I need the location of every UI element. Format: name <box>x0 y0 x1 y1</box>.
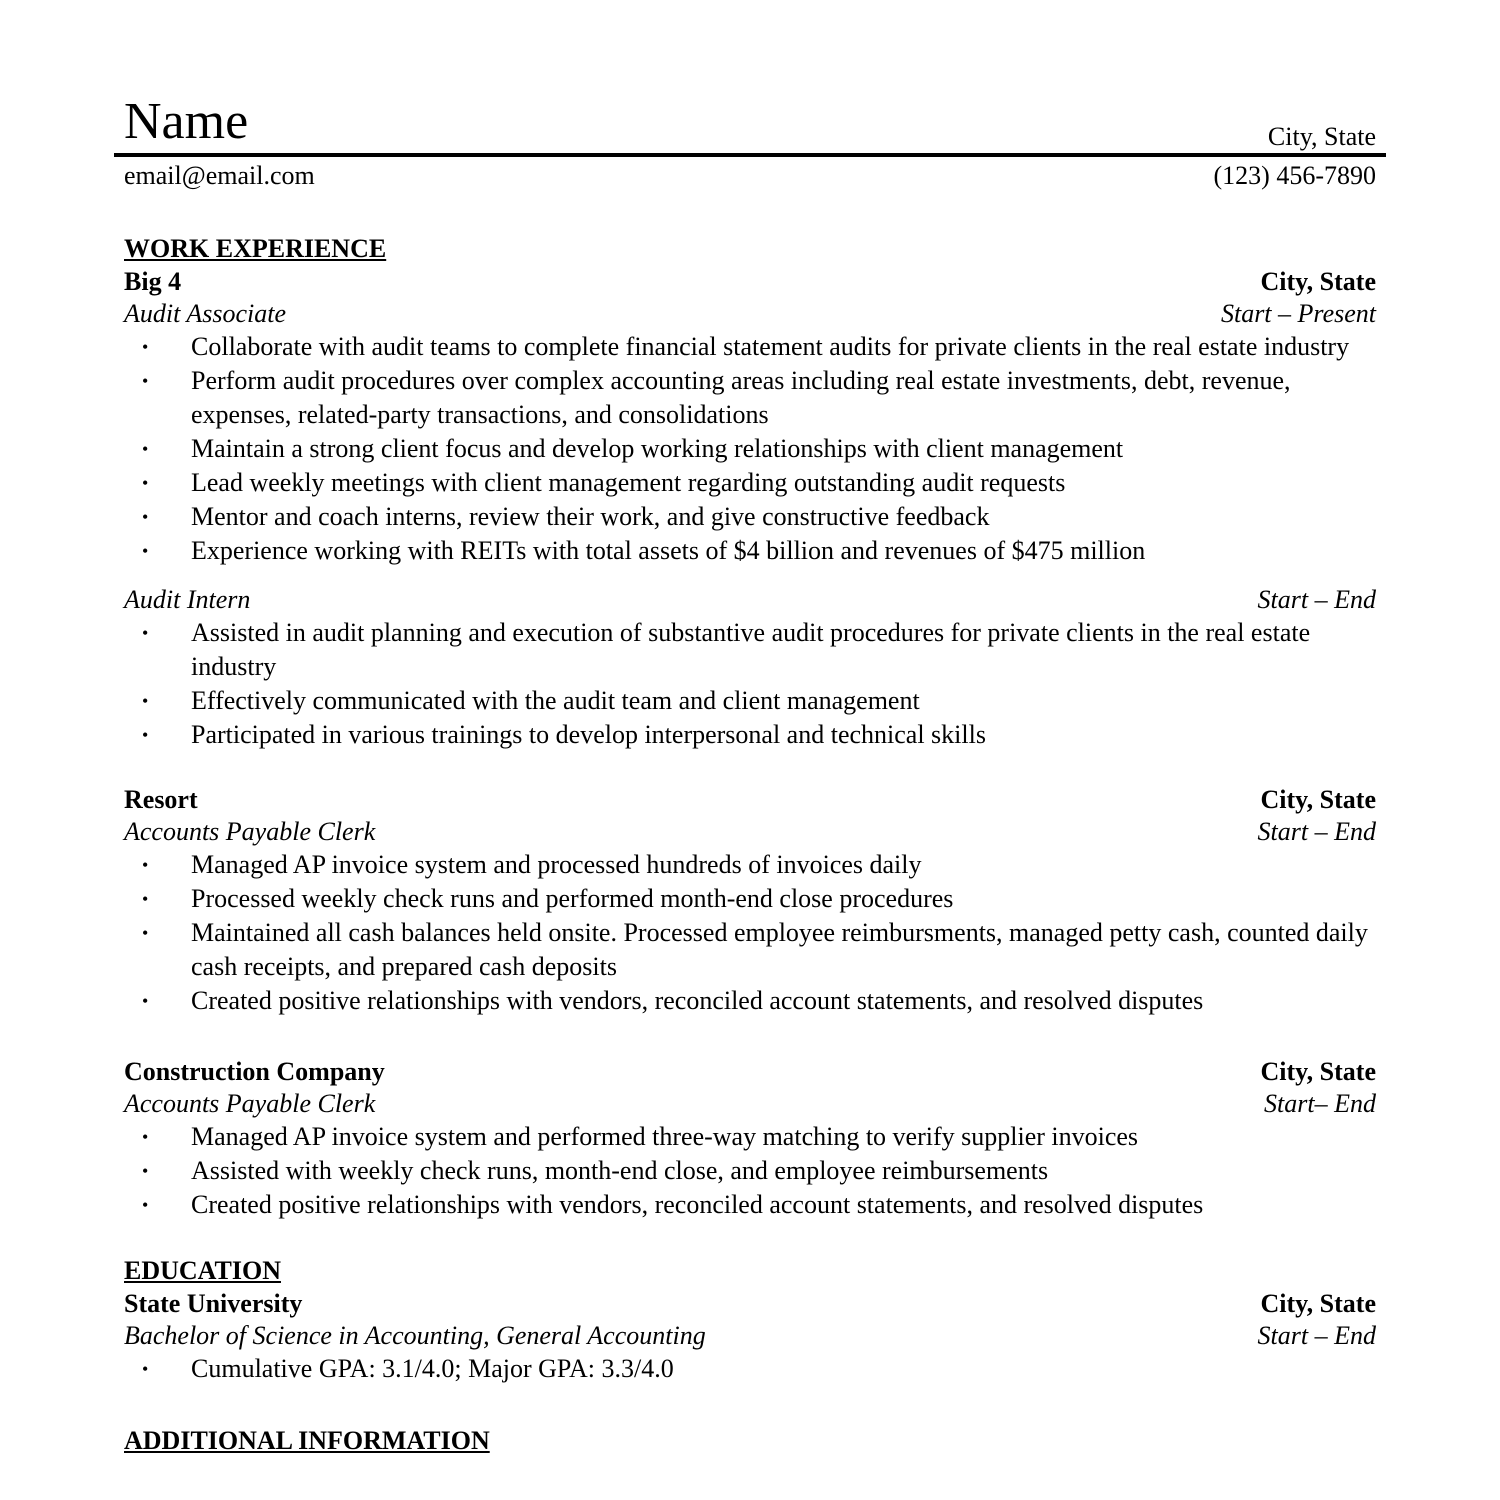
role-dates: Start – End <box>1257 817 1376 846</box>
section-title-additional: ADDITIONAL INFORMATION <box>124 1426 490 1455</box>
bullet-icon: • <box>142 725 149 745</box>
list-item <box>124 364 1376 432</box>
school-location: City, State <box>1260 1289 1376 1318</box>
bullet-text: Created positive relationships with vendors, reconciled account statements, and resolved disputes <box>191 986 1204 1015</box>
bullet-text: Mentor and coach interns, review their work, and give constructive feedback <box>191 502 990 531</box>
header-divider <box>114 153 1386 157</box>
list-item <box>124 432 1376 466</box>
role-dates: Start– End <box>1264 1089 1376 1118</box>
list-item <box>124 500 1376 534</box>
job-entry <box>124 1056 1376 1222</box>
bullet-list <box>124 1352 1376 1386</box>
school-name: State University <box>124 1289 303 1318</box>
candidate-name: Name <box>124 93 249 150</box>
bullet-text: Assisted with weekly check runs, month-end close, and employee reimbursements <box>191 1156 1049 1185</box>
list-item <box>124 1352 1376 1386</box>
bullet-text: Assisted in audit planning and execution of substantive audit procedures for private clients in the real estate industry <box>191 618 1311 681</box>
list-item <box>124 1154 1376 1188</box>
job-entry <box>124 784 1376 1018</box>
bullet-text: Effectively communicated with the audit team and client management <box>191 686 920 715</box>
bullet-icon: • <box>142 337 149 357</box>
company-location: City, State <box>1260 785 1376 814</box>
company-name: Resort <box>124 785 198 814</box>
bullet-text: Cumulative GPA: 3.1/4.0; Major GPA: 3.3/4.0 <box>191 1354 674 1383</box>
bullet-icon: • <box>142 1359 149 1379</box>
bullet-icon: • <box>142 889 149 909</box>
list-item <box>124 684 1376 718</box>
bullet-text: Maintain a strong client focus and develop working relationships with client management <box>191 434 1124 463</box>
bullet-icon: • <box>142 541 149 561</box>
company-name: Big 4 <box>124 267 182 296</box>
bullet-text: Experience working with REITs with total assets of $4 billion and revenues of $475 million <box>191 536 1146 565</box>
list-item <box>124 882 1376 916</box>
list-item <box>124 1188 1376 1222</box>
bullet-text: Maintained all cash balances held onsite. Processed employee reimbursments, managed petty cash, counted daily cash receipts, and prepared cash deposits <box>191 918 1368 981</box>
bullet-text: Perform audit procedures over complex accounting areas including real estate investments, debt, revenue, expenses, related-party transactions, and consolidations <box>191 366 1291 429</box>
bullet-icon: • <box>142 371 149 391</box>
bullet-text: Managed AP invoice system and processed hundreds of invoices daily <box>191 850 922 879</box>
bullet-icon: • <box>142 855 149 875</box>
section-title-education: EDUCATION <box>124 1256 281 1285</box>
bullet-icon: • <box>142 691 149 711</box>
company-location: City, State <box>1260 267 1376 296</box>
role-title: Accounts Payable Clerk <box>124 817 376 846</box>
role-dates: Start – End <box>1257 585 1376 614</box>
list-item <box>124 616 1376 684</box>
bullet-list <box>124 330 1376 568</box>
bullet-text: Processed weekly check runs and performed month-end close procedures <box>191 884 954 913</box>
candidate-email: email@email.com <box>124 161 315 190</box>
bullet-text: Collaborate with audit teams to complete financial statement audits for private clients in the real estate industry <box>191 332 1350 361</box>
role-title: Accounts Payable Clerk <box>124 1089 376 1118</box>
list-item <box>124 848 1376 882</box>
list-item <box>124 916 1376 984</box>
list-item <box>124 466 1376 500</box>
bullet-text: Created positive relationships with vendors, reconciled account statements, and resolved disputes <box>191 1190 1204 1219</box>
list-item <box>124 1120 1376 1154</box>
bullet-icon: • <box>142 1195 149 1215</box>
role-title: Audit Intern <box>124 585 251 614</box>
bullet-icon: • <box>142 507 149 527</box>
list-item <box>124 534 1376 568</box>
bullet-list <box>124 616 1376 752</box>
list-item <box>124 330 1376 364</box>
bullet-text: Participated in various trainings to develop interpersonal and technical skills <box>191 720 986 749</box>
company-location: City, State <box>1260 1057 1376 1086</box>
bullet-text: Managed AP invoice system and performed three-way matching to verify supplier invoices <box>191 1122 1139 1151</box>
job-entry <box>124 266 1376 752</box>
bullet-list <box>124 1120 1376 1222</box>
section-title-work: WORK EXPERIENCE <box>124 234 387 263</box>
company-name: Construction Company <box>124 1057 385 1086</box>
bullet-icon: • <box>142 1161 149 1181</box>
bullet-text: Lead weekly meetings with client management regarding outstanding audit requests <box>191 468 1066 497</box>
degree: Bachelor of Science in Accounting, General Accounting <box>124 1321 706 1350</box>
list-item <box>124 718 1376 752</box>
role-dates: Start – Present <box>1220 299 1376 328</box>
resume-body <box>124 232 1376 1458</box>
bullet-icon: • <box>142 473 149 493</box>
bullet-icon: • <box>142 623 149 643</box>
candidate-phone: (123) 456-7890 <box>1213 161 1376 190</box>
education-dates: Start – End <box>1257 1321 1376 1350</box>
education-entry <box>124 1288 1376 1386</box>
bullet-icon: • <box>142 439 149 459</box>
resume-header <box>124 92 1376 152</box>
bullet-icon: • <box>142 1127 149 1147</box>
bullet-icon: • <box>142 991 149 1011</box>
list-item <box>124 984 1376 1018</box>
bullet-list <box>124 848 1376 1018</box>
role-title: Audit Associate <box>124 299 287 328</box>
bullet-icon: • <box>142 923 149 943</box>
candidate-location: City, State <box>1267 122 1376 151</box>
